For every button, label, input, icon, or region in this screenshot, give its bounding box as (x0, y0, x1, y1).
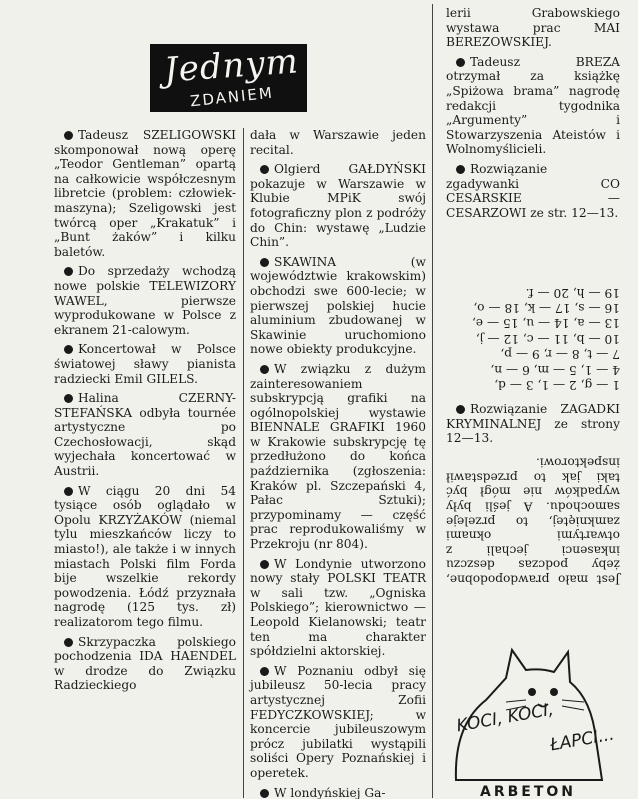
bullet-icon (260, 258, 269, 267)
bullet-icon (64, 487, 73, 496)
footer-signature: ARBETON (480, 784, 577, 799)
answer-line: 4 — 1, 5 — m, 6 — n, (490, 362, 620, 377)
bullet-icon (456, 165, 465, 174)
answer-line: 13 — a, 14 — u, 15 — e, (471, 316, 620, 331)
answer-block (446, 284, 620, 392)
column-3 (446, 6, 620, 225)
news-item (250, 664, 426, 781)
header-subtitle: ZDANIEM (189, 83, 275, 111)
news-item-text: SKAWINA (w województwie krakowskim) obchodzi swe 600-lecie; w pierwszej polskiej hucie aluminium zbudowanej w Skawinie uruchomiono nowe obiekty produkcyjne. (250, 254, 426, 357)
news-item (250, 557, 426, 659)
news-item-text: Do sprzedaży wchodzą nowe polskie TELEWIZORY WAWEL, pierwsze wyprodukowane w Polsce z ekranem 21-calowym. (54, 264, 236, 337)
answer-line: 1 — g, 2 — 1, 3 — d, (494, 377, 620, 392)
continued-text: dała w Warszawie jeden recital. (250, 128, 426, 157)
news-item (446, 162, 620, 220)
answer-line: 10 — b, 11 — c, 12 — j, (475, 331, 620, 346)
news-item (54, 635, 236, 693)
bullet-icon (64, 394, 73, 403)
news-item (446, 55, 620, 157)
column-2 (250, 128, 426, 799)
header-title: Jednym (162, 41, 301, 91)
news-item-text: Halina CZERNY-STEFAŃSKA odbyła tournée artystyczne po Czechosłowacji, skąd wyjechała koncertować w Austrii. (54, 391, 236, 479)
news-item-text: W Poznaniu odbył się jubileusz 50-lecia pracy artystycznej Zofii FEDYCZKOWSKIEJ; w koncercie jubileuszowym prócz jubilatki wystąpili soliści Opery Poznańskiej i operetek. (250, 663, 426, 780)
bullet-icon (456, 405, 465, 414)
news-item-text: Tadeusz SZELIGOWSKI skomponował nową operę „Teodor Gentleman” opartą na całkowicie współczesnym libretcie (problem: człowiek-maszyna); Szeligowski jest twórcą oper „Krakatuk” i „Bunt żaków” i kilku baletów. (54, 128, 236, 259)
bullet-icon (260, 165, 269, 174)
crime-answer-title: Rozwiązanie ZAGADKI KRYMINALNEJ ze strony 12—13. (446, 402, 620, 446)
section-header (150, 41, 307, 112)
news-item (54, 391, 236, 479)
bullet-icon (64, 638, 73, 647)
news-item (54, 128, 236, 259)
news-item-text: Olgierd GAŁDYŃSKI pokazuje w Warszawie w Klubie MPiK swój fotograficzny plon z podróży do Chin: wystawę „Ludzie Chin”. (250, 162, 426, 250)
answer-line: 7 — t, 8 — r, 9 — p, (500, 347, 620, 362)
continued-text: lerii Grabowskiego wystawa prac MAI BEREZOWSKIEJ. (446, 6, 620, 50)
column-divider (243, 128, 244, 798)
answer-line: 19 — h, 20 — f. (525, 285, 620, 300)
bullet-icon (260, 667, 269, 676)
news-item (250, 362, 426, 552)
bullet-icon (64, 267, 73, 276)
news-item (250, 786, 426, 799)
crime-answer-line: Jest mało prawdopodobne, żeby podczas deszczu inkasenci jechali z otwartymi oknami zamkniętej, to przeleje samochodu. A jeśli były wypadków nie mógł być taki jak to przedstawił inspektorowi. (446, 455, 620, 587)
bullet-icon (64, 131, 73, 140)
news-item (54, 484, 236, 630)
bullet-icon (260, 560, 269, 569)
news-item (250, 162, 426, 250)
news-item-text: Skrzypaczka polskiego pochodzenia IDA HAENDEL w drodze do Związku Radzieckiego (54, 634, 236, 693)
news-item-text: Koncertował w Polsce światowej sławy pianista radziecki Emil GILELS. (54, 342, 236, 386)
news-item (54, 342, 236, 386)
cat-illustration (446, 630, 616, 795)
cat-caption-line2: ŁAPCI... (548, 724, 616, 756)
bullet-icon (260, 789, 269, 798)
news-item-text: Rozwiązanie zgadywanki CO CESARSKIE — CESARZOWI ze str. 12—13. (446, 161, 620, 220)
news-item-text: W związku z dużym zainteresowaniem subskrypcją grafiki na ogólnopolskiej wystawie BIENNALE GRAFIKI 1960 w Krakowie subskrypcję tę przedłużono do końca października (zgłoszenia: Kraków pl. Szczepański 4, Pałac Sztuki); przypominamy — część prac reprodukowaliśmy w Przekroju (nr 804). (250, 361, 426, 552)
column-divider (432, 4, 433, 798)
cat-caption-line1: KOCI, KOCI, (455, 699, 556, 737)
bullet-icon (64, 345, 73, 354)
news-item (250, 255, 426, 357)
news-item-text: W londyńskiej Ga- (274, 785, 386, 799)
news-item (54, 264, 236, 337)
answer-line: 16 — s, 17 — k, 18 — o, (473, 300, 620, 315)
crime-answer-heading (446, 402, 620, 451)
news-item-text: Tadeusz BREZA otrzymał za książkę „Spiżowa brama” nagrodę redakcji tygodnika „Argumenty” i Stowarzyszenia Ateistów i Wolnomyślicieli. (446, 54, 620, 157)
bullet-icon (456, 58, 465, 67)
news-item-text: W ciągu 20 dni 54 tysiące osób oglądało w Opolu KRZYŻAKÓW (niemal tylu mieszkańców liczy to miasto!), ale także i w innych miastach Polski film Forda bije wszelkie rekordy powodzenia. Łódź przyznała nagrodę (125 tys. zł) realizatorom tego filmu. (54, 483, 236, 629)
news-item-text: W Londynie utworzono nowy stały POLSKI TEATR w sali tzw. „Ogniska Polskiego”; kierownictwo — Leopold Kielanowski; teatr ten ma charakter spółdzielni aktorskiej. (250, 556, 426, 659)
column-1 (54, 128, 236, 698)
crime-answer-text (446, 450, 620, 586)
bullet-icon (260, 365, 269, 374)
